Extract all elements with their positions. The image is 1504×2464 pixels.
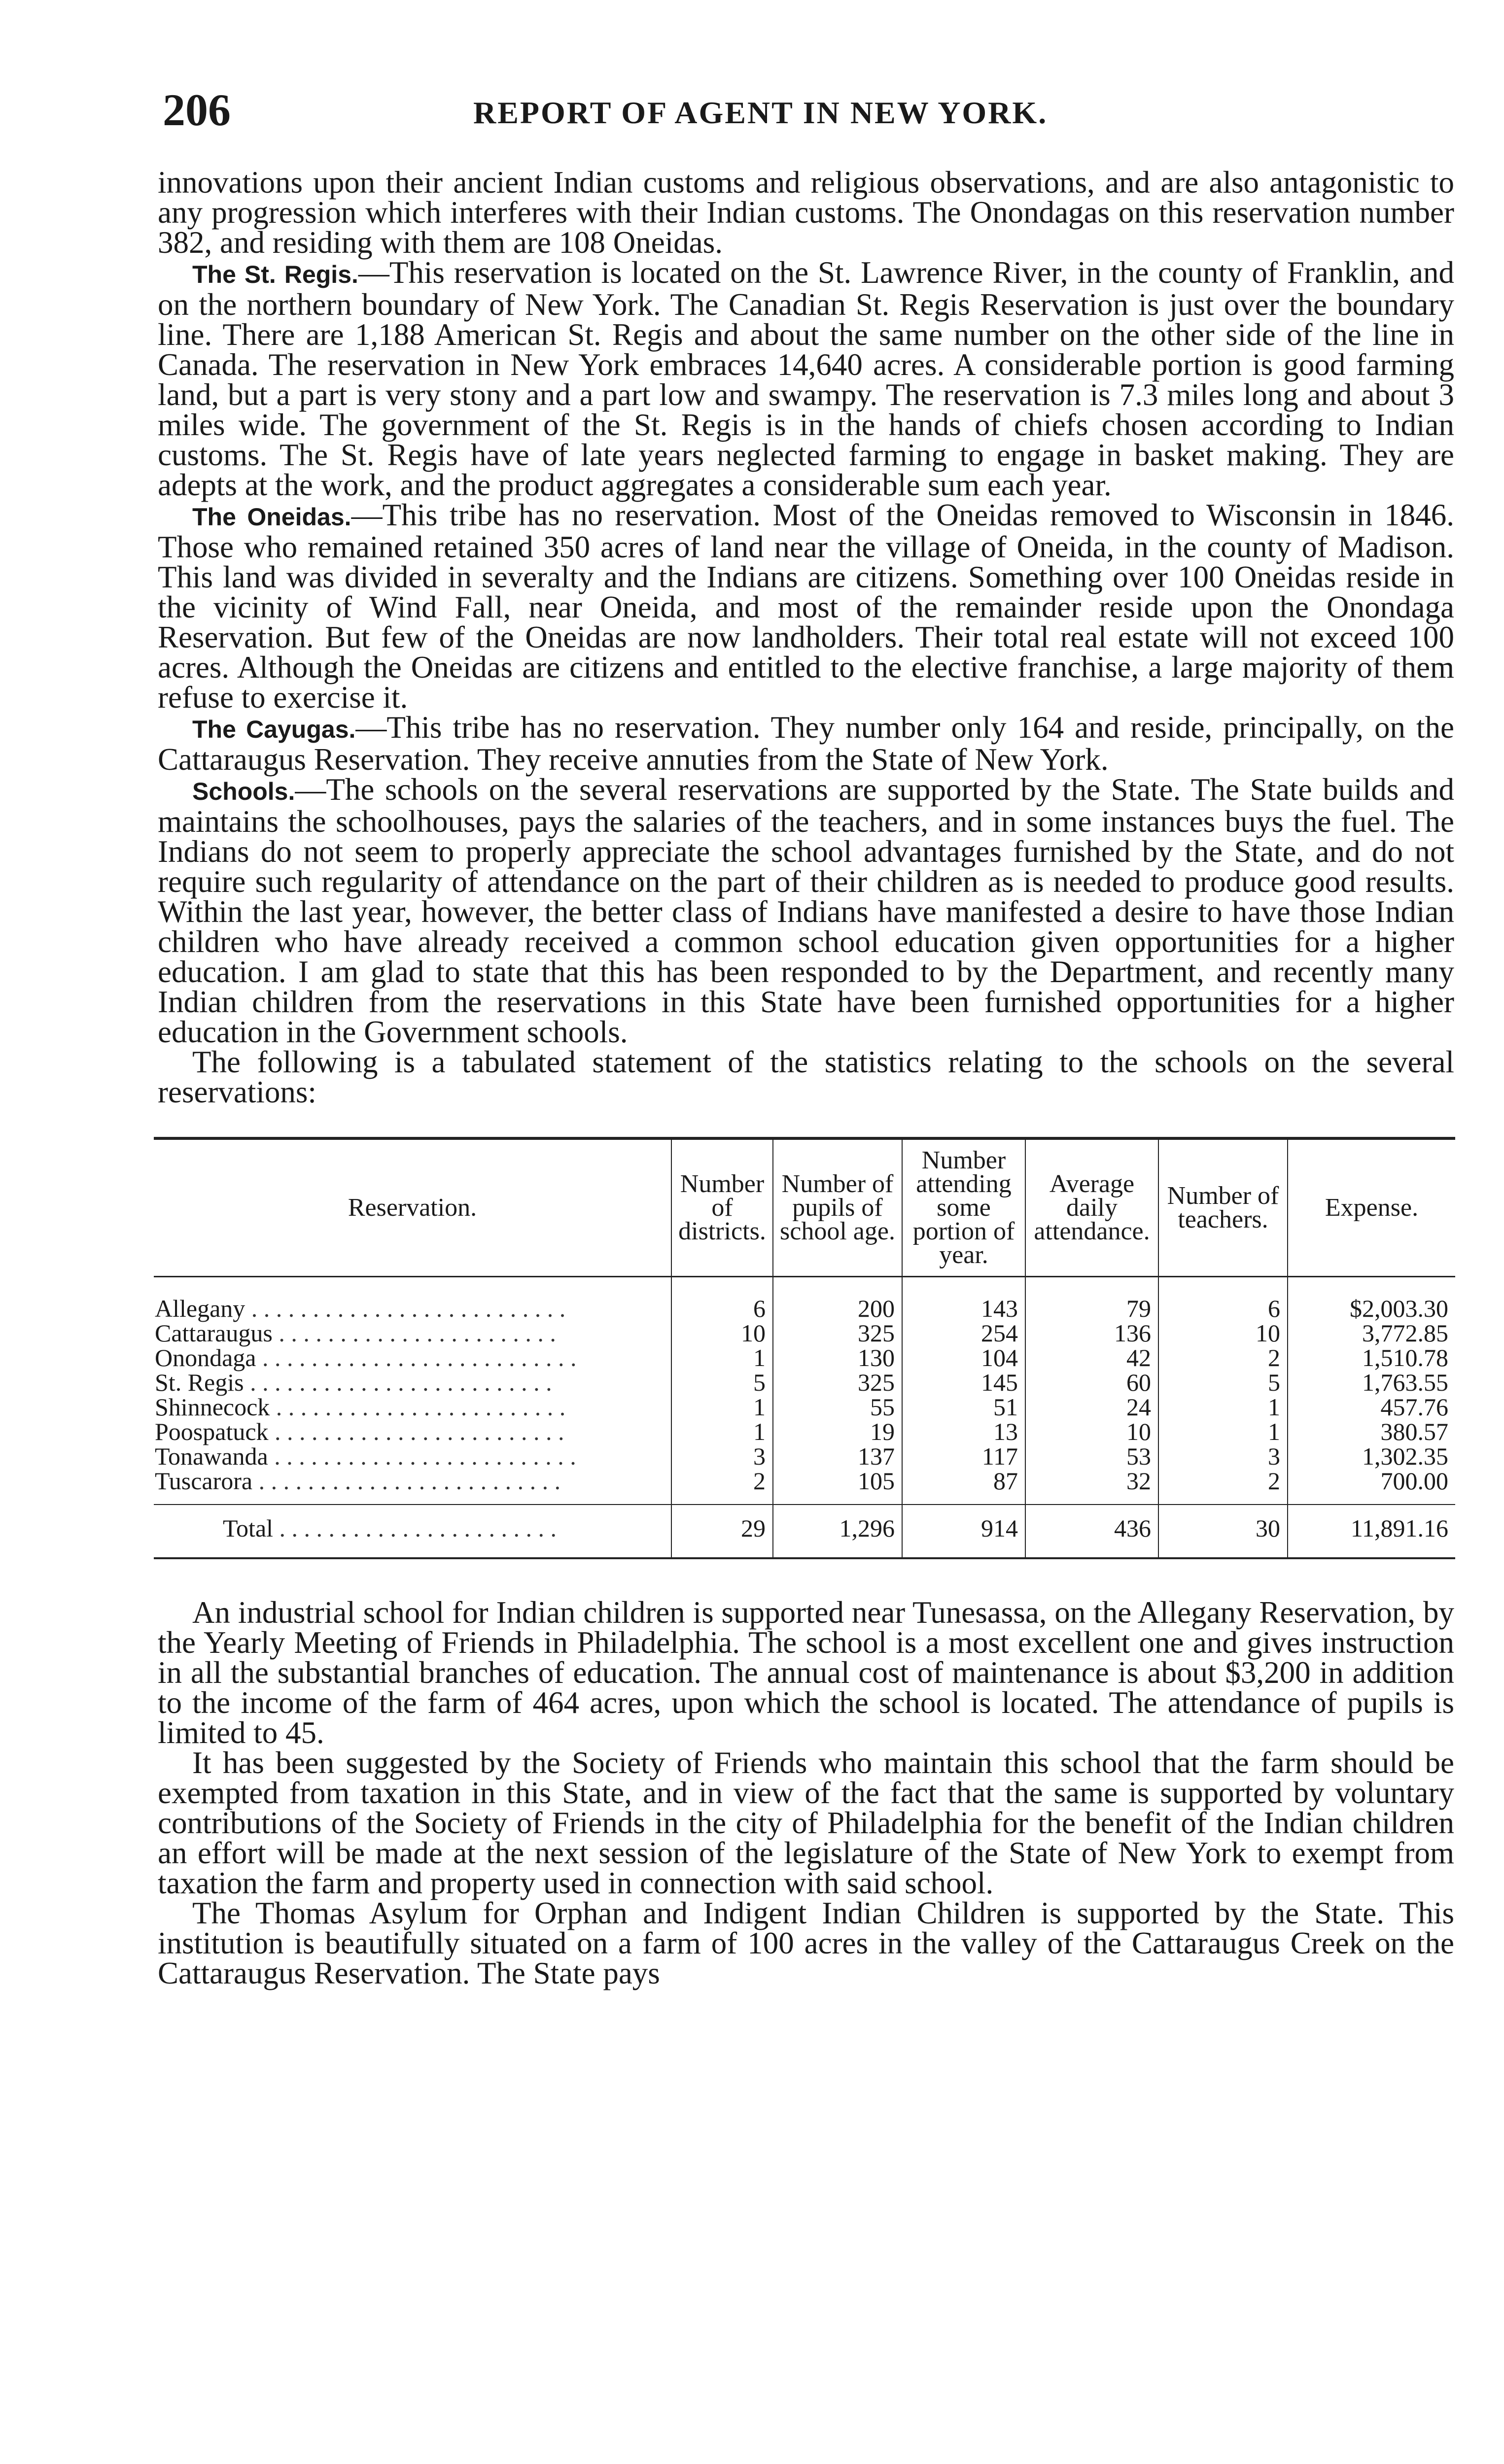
cell-expense: 1,763.55 <box>1288 1370 1455 1395</box>
after-table-text <box>158 1595 1454 1990</box>
table-total-row <box>154 1505 1455 1558</box>
reservation-name: Tuscarora . . . . . . . . . . . . . . . . . . . . . . . . . <box>155 1467 561 1495</box>
cell-pupils: 200 <box>773 1277 902 1321</box>
cell-districts: 1 <box>671 1395 773 1419</box>
cell-average: 136 <box>1025 1321 1158 1345</box>
reservation-name: Allegany . . . . . . . . . . . . . . . . . . . . . . . . . . <box>155 1295 566 1322</box>
cell-teachers: 3 <box>1158 1444 1288 1469</box>
cell-expense: 700.00 <box>1288 1469 1455 1505</box>
column-header: Expense. <box>1288 1138 1455 1277</box>
cell-pupils: 55 <box>773 1395 902 1419</box>
section-lead-schools: Schools. <box>192 778 295 805</box>
total-expense: 11,891.16 <box>1288 1505 1455 1558</box>
cell-expense: 3,772.85 <box>1288 1321 1455 1345</box>
paragraph-onondaga-continued: innovations upon their ancient Indian customs and religious observations, and are also antagonistic to any progression which interferes with their Indian customs. The Onondagas on this reservation number 382, and residing with them are 108 Oneidas. <box>158 165 1454 260</box>
cell-teachers: 6 <box>1158 1277 1288 1321</box>
cell-pupils: 105 <box>773 1469 902 1505</box>
cell-districts: 10 <box>671 1321 773 1345</box>
table-row <box>154 1370 1455 1395</box>
table-body <box>154 1277 1455 1505</box>
page-header <box>163 84 1454 138</box>
reservation-name: Shinnecock . . . . . . . . . . . . . . . . . . . . . . . . <box>155 1393 566 1421</box>
cell-teachers: 2 <box>1158 1345 1288 1370</box>
column-header: Reservation. <box>154 1138 671 1277</box>
paragraph-table-intro: The following is a tabulated statement of the statistics relating to the schools on the several reservations: <box>158 1045 1454 1109</box>
cell-average: 10 <box>1025 1419 1158 1444</box>
section-lead-oneidas: The Oneidas. <box>192 503 351 531</box>
cell-pupils: 130 <box>773 1345 902 1370</box>
reservation-name: St. Regis . . . . . . . . . . . . . . . . . . . . . . . . . <box>155 1369 552 1396</box>
body-text <box>155 165 1454 1990</box>
total-districts: 29 <box>671 1505 773 1558</box>
cell-attending: 51 <box>902 1395 1025 1419</box>
section-lead-cayugas: The Cayugas. <box>192 716 356 743</box>
reservation-name: Cattaraugus . . . . . . . . . . . . . . . . . . . . . . . <box>155 1319 556 1347</box>
cell-teachers: 5 <box>1158 1370 1288 1395</box>
cell-attending: 254 <box>902 1321 1025 1345</box>
cell-attending: 87 <box>902 1469 1025 1505</box>
cell-teachers: 10 <box>1158 1321 1288 1345</box>
total-label: Total . . . . . . . . . . . . . . . . . . . . . . . <box>154 1505 671 1558</box>
section-lead-st-regis: The St. Regis. <box>192 261 358 288</box>
total-attending: 914 <box>902 1505 1025 1558</box>
reservation-name: Tonawanda . . . . . . . . . . . . . . . . . . . . . . . . . <box>155 1442 576 1470</box>
cell-teachers: 1 <box>1158 1419 1288 1444</box>
cell-average: 60 <box>1025 1370 1158 1395</box>
table-row <box>154 1321 1455 1345</box>
paragraph-oneidas: The Oneidas.—This tribe has no reservation. Most of the Oneidas removed to Wisconsin in 1846. Those who remained retained 350 acres of land near the village of Oneida, in the county of Madison. This land was divided in severalty and the Indians are citizens. Something over 100 Oneidas reside in the vicinity of Wind Fall, near Oneida, and most of the remainder reside upon the Onondaga Reservation. But few of the Oneidas are now landholders. Their total real estate will not exceed 100 acres. Although the Oneidas are citizens and entitled to the elective franchise, a large majority of them refuse to exercise it. <box>158 498 1454 715</box>
cell-average: 42 <box>1025 1345 1158 1370</box>
reservation-name: Onondaga . . . . . . . . . . . . . . . . . . . . . . . . . . <box>155 1344 577 1371</box>
table-row <box>154 1395 1455 1419</box>
paragraph-thomas-asylum: The Thomas Asylum for Orphan and Indigent Indian Children is supported by the State. This institution is beautifully situated on a farm of 100 acres in the valley of the Cattaraugus Creek on the Cattaraugus Reservation. The State pays <box>158 1896 1454 1990</box>
column-header: Number attending some portion of year. <box>902 1138 1025 1277</box>
cell-teachers: 1 <box>1158 1395 1288 1419</box>
table-header-row <box>154 1138 1455 1277</box>
cell-expense: $2,003.30 <box>1288 1277 1455 1321</box>
cell-expense: 457.76 <box>1288 1395 1455 1419</box>
cell-pupils: 325 <box>773 1370 902 1395</box>
paragraph-schools: Schools.—The schools on the several reservations are supported by the State. The State builds and maintains the schoolhouses, pays the salaries of the teachers, and in some instances buys the fuel. The Indians do not seem to properly appreciate the school advantages furnished by the State, and do not require such regularity of attendance on the part of their children as is needed to produce good results. Within the last year, however, the better class of Indians have manifested a desire to have those Indian children who have already received a common school education given opportunities for a higher education. I am glad to state that this has been responded to by the Department, and recently many Indian children from the reservations in this State have been furnished opportunities for a higher education in the Government schools. <box>158 772 1454 1049</box>
cell-districts: 2 <box>671 1469 773 1505</box>
cell-attending: 13 <box>902 1419 1025 1444</box>
paragraph-st-regis: The St. Regis.—This reservation is located on the St. Lawrence River, in the county of Franklin, and on the northern boundary of New York. The Canadian St. Regis Reservation is just over the boundary line. There are 1,188 American St. Regis and about the same number on the other side of the line in Canada. The reservation in New York embraces 14,640 acres. A considerable portion is good farming land, but a part is very stony and a part low and swampy. The reservation is 7.3 miles long and about 3 miles wide. The government of the St. Regis is in the hands of chiefs chosen according to Indian customs. The St. Regis have of late years neglected farming to engage in basket making. They are adepts at the work, and the product aggregates a considerable sum each year. <box>158 255 1454 502</box>
paragraph-tax-exemption: It has been suggested by the Society of Friends who maintain this school that the farm should be exempted from taxation in this State, and in view of the fact that the same is supported by voluntary contributions of the Society of Friends in the city of Philadelphia for the benefit of the Indian children an effort will be made at the next session of the legislature of the State of New York to exempt from taxation the farm and property used in connection with said school. <box>158 1745 1454 1900</box>
cell-districts: 3 <box>671 1444 773 1469</box>
cell-expense: 1,302.35 <box>1288 1444 1455 1469</box>
table-row <box>154 1444 1455 1469</box>
cell-districts: 1 <box>671 1419 773 1444</box>
column-header: Number of teachers. <box>1158 1138 1288 1277</box>
cell-pupils: 325 <box>773 1321 902 1345</box>
cell-average: 53 <box>1025 1444 1158 1469</box>
column-header: Number of pupils of school age. <box>773 1138 902 1277</box>
running-head: REPORT OF AGENT IN NEW YORK. <box>473 95 1048 130</box>
cell-average: 24 <box>1025 1395 1158 1419</box>
total-pupils: 1,296 <box>773 1505 902 1558</box>
cell-pupils: 19 <box>773 1419 902 1444</box>
paragraph-industrial-school: An industrial school for Indian children is supported near Tunesassa, on the Allegany Reservation, by the Yearly Meeting of Friends in Philadelphia. The school is a most excellent one and gives instruction in all the substantial branches of education. The annual cost of maintenance is about $3,200 in addition to the income of the farm of 464 acres, upon which the school is located. The attendance of pupils is limited to 45. <box>158 1595 1454 1750</box>
table-row <box>154 1277 1455 1321</box>
cell-districts: 1 <box>671 1345 773 1370</box>
cell-attending: 145 <box>902 1370 1025 1395</box>
paragraph-cayugas: The Cayugas.—This tribe has no reservation. They number only 164 and reside, principally, on the Cattaraugus Reservation. They receive annuties from the State of New York. <box>158 710 1454 777</box>
cell-expense: 1,510.78 <box>1288 1345 1455 1370</box>
cell-pupils: 137 <box>773 1444 902 1469</box>
total-average: 436 <box>1025 1505 1158 1558</box>
cell-attending: 143 <box>902 1277 1025 1321</box>
column-header: Number of districts. <box>671 1138 773 1277</box>
cell-districts: 6 <box>671 1277 773 1321</box>
cell-average: 79 <box>1025 1277 1158 1321</box>
cell-average: 32 <box>1025 1469 1158 1505</box>
cell-expense: 380.57 <box>1288 1419 1455 1444</box>
cell-teachers: 2 <box>1158 1469 1288 1505</box>
reservation-name: Poospatuck . . . . . . . . . . . . . . . . . . . . . . . . <box>155 1418 564 1445</box>
table-row <box>154 1419 1455 1444</box>
total-teachers: 30 <box>1158 1505 1288 1558</box>
cell-attending: 104 <box>902 1345 1025 1370</box>
table-row <box>154 1469 1455 1505</box>
column-header: Average daily attendance. <box>1025 1138 1158 1277</box>
school-statistics-table <box>154 1137 1455 1559</box>
table-row <box>154 1345 1455 1370</box>
page-number: 206 <box>163 85 231 135</box>
cell-attending: 117 <box>902 1444 1025 1469</box>
cell-districts: 5 <box>671 1370 773 1395</box>
